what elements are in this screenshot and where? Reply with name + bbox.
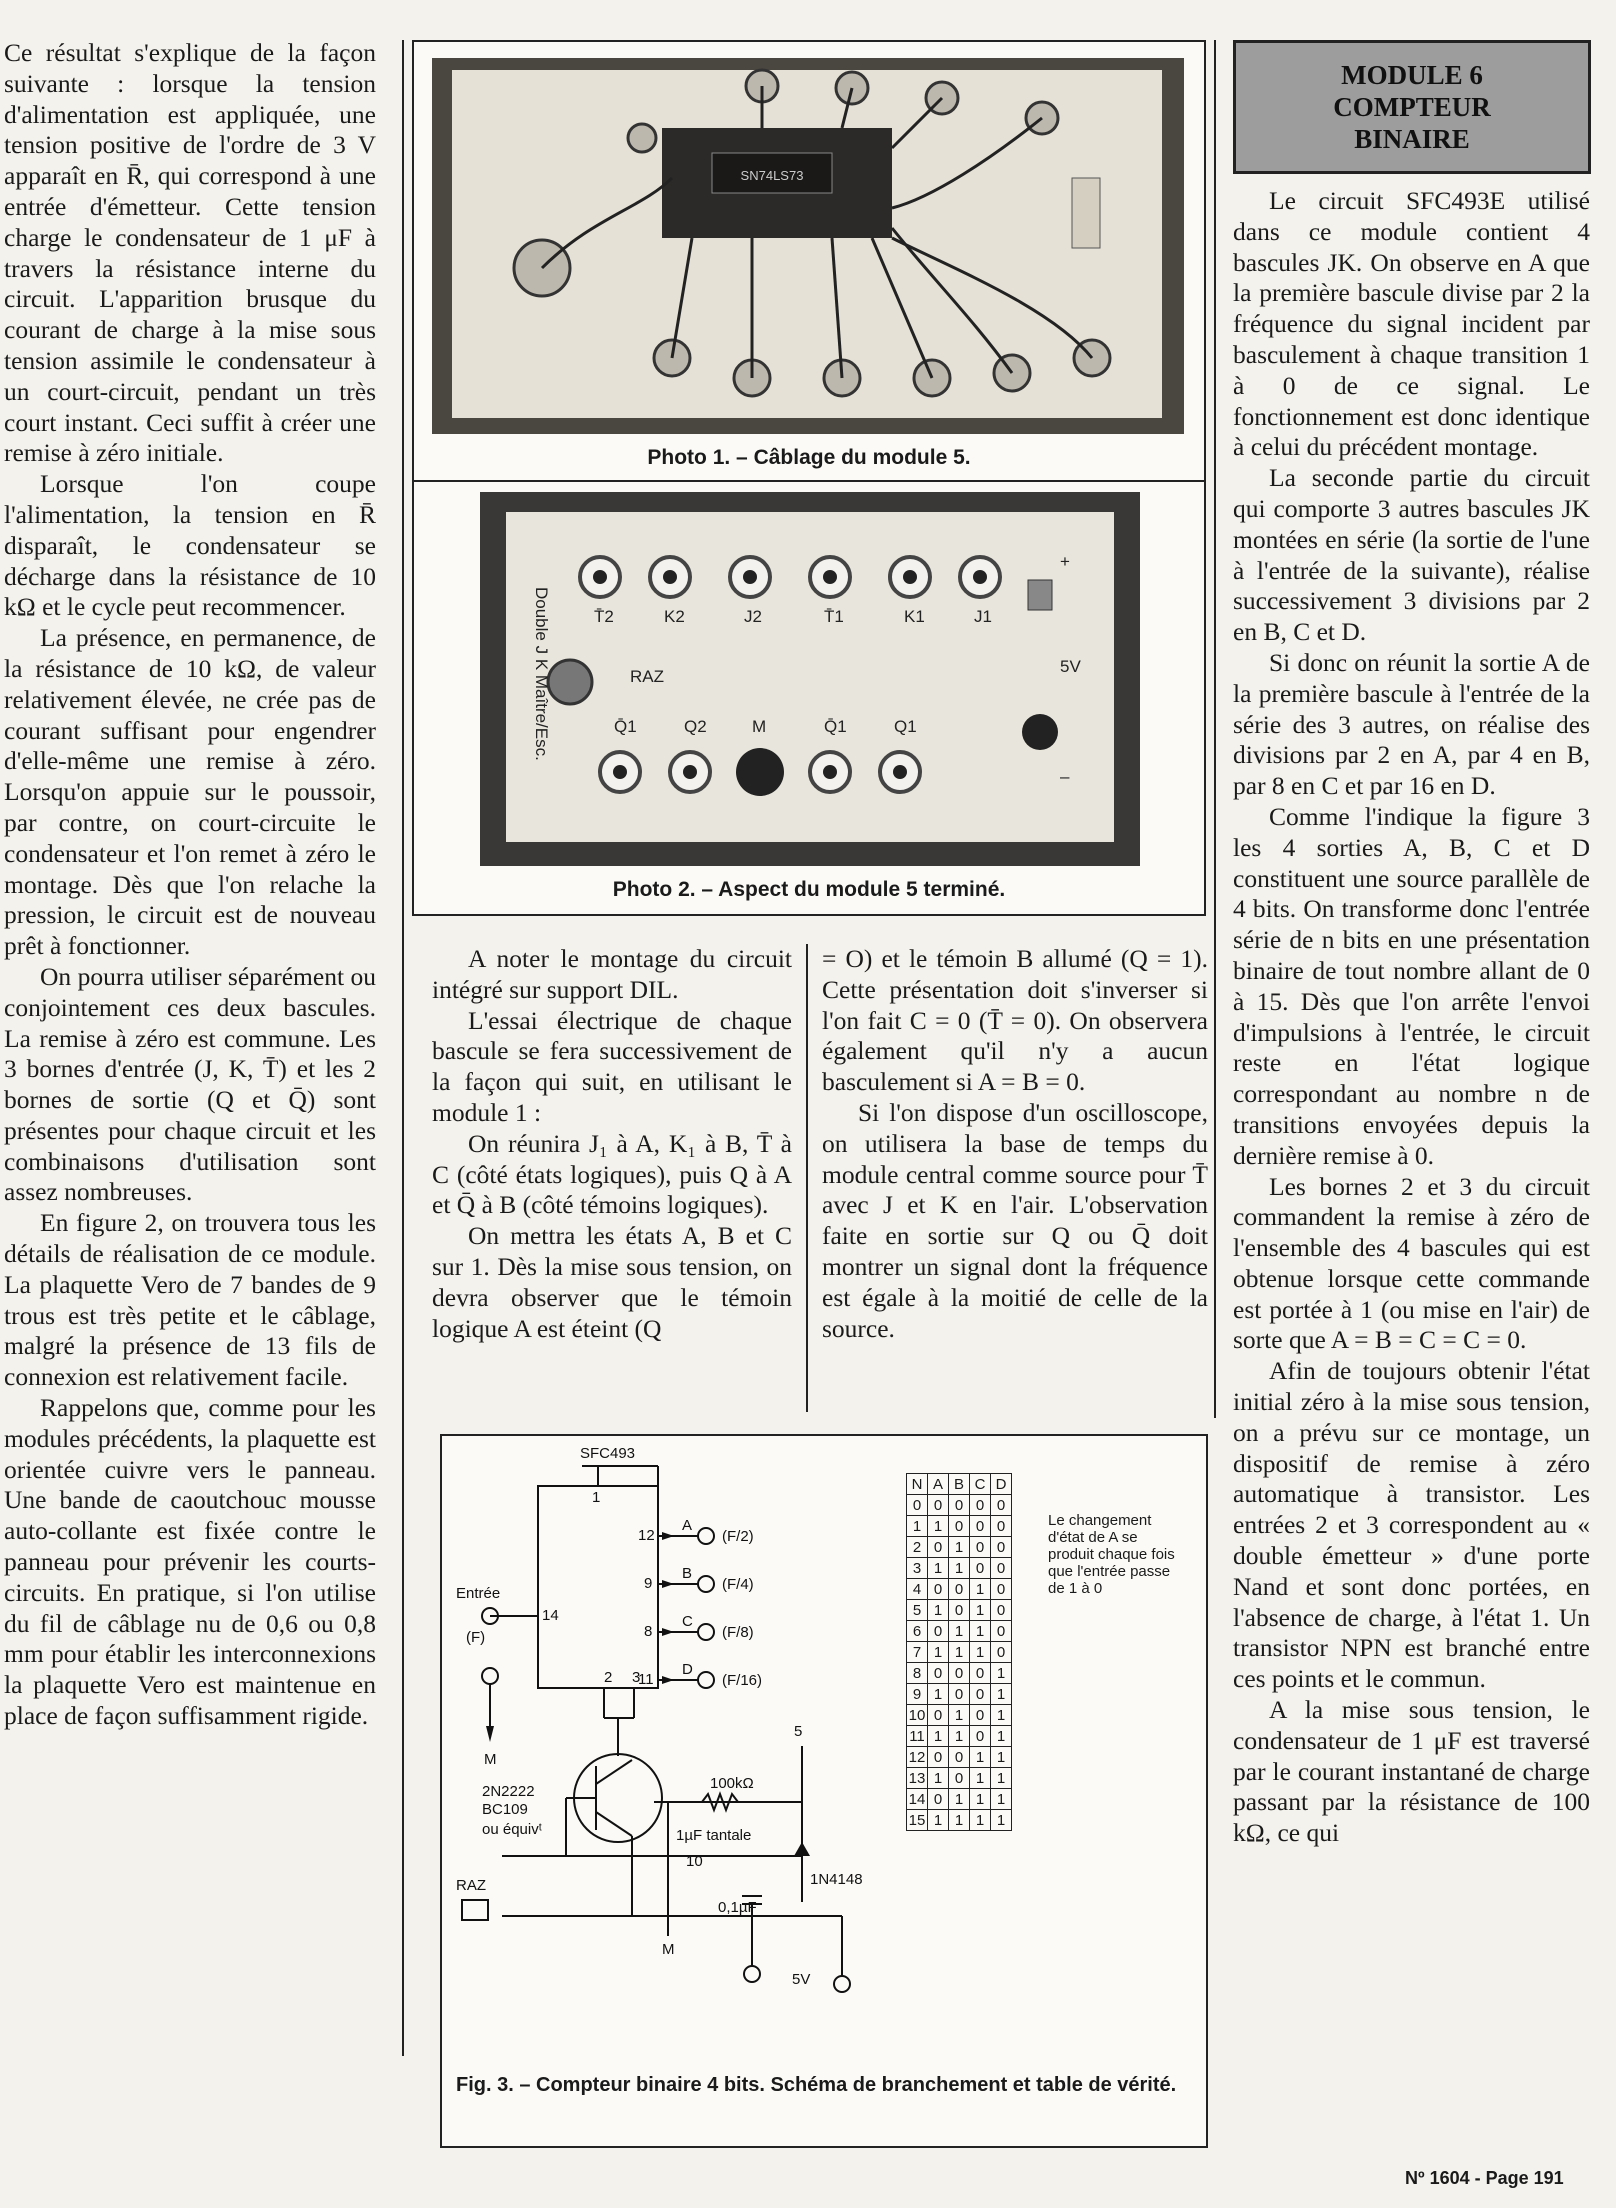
- pin-label: 9: [644, 1575, 653, 1592]
- truth-cell: 1: [949, 1705, 970, 1726]
- truth-cell: 0: [928, 1663, 949, 1684]
- truth-cell: 1: [970, 1579, 991, 1600]
- truth-row: [907, 1600, 1012, 1621]
- truth-cell: 1: [970, 1642, 991, 1663]
- photo-2: [412, 480, 1206, 916]
- pin-label: 1: [592, 1489, 601, 1506]
- truth-cell: 0: [928, 1621, 949, 1642]
- truth-header: N: [907, 1474, 928, 1495]
- input-f: (F): [466, 1629, 486, 1646]
- paragraph: La seconde partie du circuit qui comporte 3 autres bascules JK montées en série (la sortie de l'une à l'entrée de la suivante), réalise successivement 3 divisions par 2 en B, C et D.: [1233, 463, 1590, 647]
- paragraph: A noter le montage du circuit intégré sur support DIL.: [432, 944, 792, 1004]
- truth-cell: 1: [928, 1642, 949, 1663]
- truth-cell: 0: [949, 1495, 970, 1516]
- photo-2-label: K2: [664, 607, 685, 626]
- pin-label: 2: [604, 1669, 613, 1686]
- transistor-label: BC109: [482, 1801, 528, 1818]
- truth-cell: 1: [970, 1768, 991, 1789]
- module-title-box: [1233, 40, 1591, 174]
- truth-cell: 13: [907, 1768, 928, 1789]
- photo-2-label: T̄2: [594, 607, 614, 626]
- truth-row: [907, 1684, 1012, 1705]
- output-letter: B: [682, 1565, 693, 1582]
- truth-cell: 0: [970, 1558, 991, 1579]
- truth-cell: 6: [907, 1621, 928, 1642]
- truth-cell: 0: [949, 1684, 970, 1705]
- truth-header: A: [928, 1474, 949, 1495]
- truth-cell: 7: [907, 1642, 928, 1663]
- truth-cell: 1: [928, 1810, 949, 1831]
- cap-ceramic-label: 0,1µF: [718, 1899, 757, 1916]
- resistor-label: 100kΩ: [710, 1775, 754, 1792]
- photo-2-side-text: Double J K Maître/Esc.: [532, 587, 551, 761]
- truth-cell: 1: [970, 1789, 991, 1810]
- truth-cell: 1: [970, 1810, 991, 1831]
- truth-cell: 1: [991, 1726, 1012, 1747]
- truth-cell: 1: [949, 1558, 970, 1579]
- truth-cell: 4: [907, 1579, 928, 1600]
- photo-2-label: J1: [974, 607, 992, 626]
- truth-row: [907, 1726, 1012, 1747]
- truth-header: B: [949, 1474, 970, 1495]
- truth-cell: 1: [907, 1516, 928, 1537]
- module-title-line: BINAIRE: [1354, 124, 1470, 154]
- photo-2-label: Q2: [684, 717, 707, 736]
- truth-table: [906, 1473, 1012, 1831]
- truth-note: Le changement d'état de A se produit chaque fois que l'entrée passe de 1 à 0: [1048, 1512, 1175, 1597]
- truth-cell: 0: [970, 1495, 991, 1516]
- truth-header: D: [991, 1474, 1012, 1495]
- truth-cell: 0: [970, 1684, 991, 1705]
- truth-cell: 0: [928, 1537, 949, 1558]
- truth-row: [907, 1558, 1012, 1579]
- photo-2-raz: RAZ: [630, 667, 664, 686]
- truth-cell: 1: [949, 1789, 970, 1810]
- ic-name: SFC493: [580, 1445, 636, 1462]
- truth-cell: 0: [991, 1495, 1012, 1516]
- column-rule: [402, 40, 404, 2056]
- photo-2-label: J2: [744, 607, 762, 626]
- paragraph: On mettra les états A, B et C sur 1. Dès la mise sous tension, on devra observer que le témoin logique A est éteint (Q: [432, 1221, 792, 1343]
- truth-cell: 1: [949, 1621, 970, 1642]
- truth-row: [907, 1768, 1012, 1789]
- photo-1: [412, 40, 1206, 484]
- truth-cell: 1: [970, 1747, 991, 1768]
- truth-cell: 5: [907, 1600, 928, 1621]
- truth-row: [907, 1663, 1012, 1684]
- truth-cell: 15: [907, 1810, 928, 1831]
- article-column-2: [432, 944, 792, 1344]
- pin-label: 14: [542, 1607, 559, 1624]
- truth-cell: 11: [907, 1726, 928, 1747]
- truth-cell: 0: [949, 1579, 970, 1600]
- truth-cell: 0: [949, 1600, 970, 1621]
- figure-caption: Fig. 3. – Compteur binaire 4 bits. Schéma de branchement et table de vérité.: [456, 2074, 1177, 2096]
- pin-label: 8: [644, 1623, 653, 1640]
- paragraph: En figure 2, on trouvera tous les détails de réalisation de ce module. La plaquette Vero de 7 bandes de 9 trous est très petite et le câblage, malgré la présence de 13 fils de connexion est relativement facile.: [4, 1208, 376, 1392]
- column-rule: [806, 944, 808, 1412]
- ground-label: M: [484, 1751, 497, 1768]
- truth-cell: 1: [928, 1768, 949, 1789]
- truth-cell: 0: [928, 1789, 949, 1810]
- pin-label: 12: [638, 1527, 655, 1544]
- cap-10-label: 10: [686, 1853, 703, 1870]
- truth-cell: 8: [907, 1663, 928, 1684]
- truth-cell: 0: [991, 1537, 1012, 1558]
- truth-cell: 1: [970, 1621, 991, 1642]
- truth-header-row: [907, 1474, 1012, 1495]
- truth-cell: 0: [991, 1558, 1012, 1579]
- raz-label: RAZ: [456, 1877, 486, 1894]
- truth-cell: 12: [907, 1747, 928, 1768]
- truth-cell: 0: [970, 1705, 991, 1726]
- truth-cell: 1: [928, 1726, 949, 1747]
- diode-label: 1N4148: [810, 1871, 863, 1888]
- paragraph: A la mise sous tension, le condensateur de 1 μF est traversé par le courant instantané de charge passant par la résistance de 100 kΩ, ce qui: [1233, 1695, 1590, 1848]
- truth-cell: 1: [991, 1810, 1012, 1831]
- truth-row: [907, 1495, 1012, 1516]
- photo-1-image: [432, 58, 1184, 434]
- paragraph: Comme l'indique la figure 3 les 4 sorties A, B, C et D constituent une source parallèle de 4 bits. On transforme donc l'entrée série de n bits en une présentation binaire de tout nombre allant de 0 à 15. Dès que l'on arrête l'envoi d'impulsions à l'entrée, le circuit reste en l'état logique correspondant au nombre n de transitions envoyées depuis la dernière remise à 0.: [1233, 801, 1590, 1170]
- truth-cell: 0: [970, 1726, 991, 1747]
- truth-cell: 3: [907, 1558, 928, 1579]
- photo-2-label: Q1: [894, 717, 917, 736]
- module-title-line: MODULE 6: [1341, 60, 1483, 90]
- truth-cell: 0: [991, 1516, 1012, 1537]
- photo-2-minus: –: [1060, 767, 1070, 786]
- truth-cell: 10: [907, 1705, 928, 1726]
- output-letter: A: [682, 1517, 693, 1534]
- photo-2-label: M: [752, 717, 767, 736]
- truth-cell: 0: [970, 1663, 991, 1684]
- chip-marking: SN74LS73: [740, 168, 804, 183]
- truth-row: [907, 1789, 1012, 1810]
- output-freq: (F/2): [722, 1528, 754, 1545]
- truth-row: [907, 1747, 1012, 1768]
- supply-5-label: 5: [794, 1723, 803, 1740]
- truth-cell: 1: [991, 1747, 1012, 1768]
- photo-2-5v: 5V: [1060, 657, 1081, 676]
- truth-cell: 0: [907, 1495, 928, 1516]
- paragraph: Si donc on réunit la sortie A de la première bascule à l'entrée de la série des 3 autres, on réalise des divisions par 2 en A, par 4 en B, par 8 en C et par 16 en D.: [1233, 647, 1590, 801]
- truth-row: [907, 1579, 1012, 1600]
- paragraph: Si l'on dispose d'un oscilloscope, on utilisera la base de temps du module central comme source pour T̄ avec J et K en l'air. L'observation faite en sortie sur Q ou Q̄ doit montrer un signal dont la fréquence est égale à la moitié de celle de la source.: [822, 1097, 1208, 1343]
- pin-label: 3: [632, 1669, 641, 1686]
- schematic: [442, 1436, 912, 2066]
- column-rule: [1214, 40, 1216, 1418]
- paragraph: On réunira J₁ à A, K₁ à B, T̄ à C (côté états logiques), puis Q à A et Q̄ à B (côté témoins logiques).: [432, 1128, 792, 1220]
- truth-cell: 0: [949, 1516, 970, 1537]
- photo-2-plus: +: [1060, 552, 1070, 571]
- paragraph: On pourra utiliser séparément ou conjointement ces deux bascules. La remise à zéro est commune. Les 3 bornes d'entrée (J, K, T̄) et les 2 bornes de sortie (Q et Q̄) sont présentes pour chaque circuit et les combinaisons d'utilisation sont assez nombreuses.: [4, 961, 376, 1207]
- truth-cell: 14: [907, 1789, 928, 1810]
- truth-cell: 0: [970, 1537, 991, 1558]
- paragraph: Rappelons que, comme pour les modules précédents, la plaquette est orientée cuivre vers le panneau. Une bande de caoutchouc mousse auto-collante est fixée contre le panneau pour prévenir les courts-circuits. En pratique, si l'on utilise du fil de câblage nu de 0,6 ou 0,8 mm pour établir les interconnexions la plaquette Vero est maintenue en place de façon suffisamment rigide.: [4, 1393, 376, 1731]
- truth-cell: 0: [928, 1705, 949, 1726]
- module-title-line: COMPTEUR: [1333, 92, 1491, 122]
- output-freq: (F/16): [722, 1672, 763, 1689]
- truth-cell: 0: [949, 1747, 970, 1768]
- paragraph: Ce résultat s'explique de la façon suivante : lorsque la tension d'alimentation est appliquée, une tension positive de l'ordre de 3 V apparaît en R̄, qui correspond à une entrée d'émetteur. Cette tension charge le condensateur de 1 μF à travers la résistance interne du circuit. L'apparition brusque du courant de charge à la mise sous tension assimile le condensateur à un court-circuit, pendant un très court instant. Ceci suffit à créer une remise à zéro initiale.: [4, 38, 376, 468]
- truth-row: [907, 1642, 1012, 1663]
- photo-1-caption: Photo 1. – Câblage du module 5.: [647, 446, 971, 469]
- output-letter: D: [682, 1661, 693, 1678]
- truth-row: [907, 1621, 1012, 1642]
- pin-label: 11: [638, 1671, 654, 1688]
- truth-cell: 2: [907, 1537, 928, 1558]
- truth-cell: 9: [907, 1684, 928, 1705]
- truth-cell: 1: [928, 1600, 949, 1621]
- output-freq: (F/4): [722, 1576, 754, 1593]
- output-freq: (F/8): [722, 1624, 754, 1641]
- truth-cell: 0: [991, 1600, 1012, 1621]
- truth-cell: 1: [970, 1600, 991, 1621]
- truth-cell: 1: [949, 1642, 970, 1663]
- truth-cell: 0: [970, 1516, 991, 1537]
- paragraph: L'essai électrique de chaque bascule se fera successivement de la façon qui suit, en utilisant le module 1 :: [432, 1005, 792, 1127]
- truth-cell: 1: [949, 1810, 970, 1831]
- truth-cell: 1: [991, 1705, 1012, 1726]
- truth-row: [907, 1516, 1012, 1537]
- truth-cell: 0: [949, 1663, 970, 1684]
- truth-cell: 1: [928, 1516, 949, 1537]
- truth-row: [907, 1705, 1012, 1726]
- photo-2-label: Q̄1: [824, 717, 847, 736]
- truth-cell: 0: [928, 1579, 949, 1600]
- truth-cell: 0: [949, 1768, 970, 1789]
- paragraph: La présence, en permanence, de la résistance de 10 kΩ, de valeur relativement élevée, ne crée pas de courant suffisant pour engendrer d'elle-même une remise à zéro. Lorsqu'on appuie sur le poussoir, par contre, on court-circuite le condensateur et l'on remet à zéro le montage. Dès que l'on relache la pression, le circuit est de nouveau prêt à fonctionner.: [4, 623, 376, 961]
- article-column-4: [1233, 186, 1590, 1849]
- photo-2-caption: Photo 2. – Aspect du module 5 terminé.: [612, 878, 1006, 901]
- truth-cell: 0: [991, 1621, 1012, 1642]
- paragraph: = O) et le témoin B allumé (Q = 1). Cette présentation doit s'inverser si l'on fait C = 0 (T̄ = 0). On observera également qu'il n'y a aucun basculement si A = B = 0.: [822, 944, 1208, 1097]
- truth-cell: 1: [991, 1789, 1012, 1810]
- transistor-label: ou équivᵗ: [482, 1821, 543, 1838]
- input-label: Entrée: [456, 1585, 501, 1602]
- truth-cell: 1: [991, 1684, 1012, 1705]
- truth-cell: 1: [949, 1537, 970, 1558]
- output-letter: C: [682, 1613, 693, 1630]
- truth-cell: 0: [991, 1642, 1012, 1663]
- article-column-1: [4, 38, 376, 1732]
- photo-2-label: Q̄1: [614, 717, 637, 736]
- page-footer: Nº 1604 - Page 191: [1405, 2168, 1564, 2188]
- truth-cell: 0: [928, 1495, 949, 1516]
- photo-2-label: T̄1: [824, 607, 844, 626]
- paragraph: Le circuit SFC493E utilisé dans ce module contient 4 bascules JK. On observe en A que la première bascule divise par 2 la fréquence du signal incident par basculement à chaque transition 1 à 0 de ce signal. Le fonctionnement est donc identique à celui du précédent montage.: [1233, 186, 1590, 462]
- truth-header: C: [970, 1474, 991, 1495]
- paragraph: Les bornes 2 et 3 du circuit commandent la remise à zéro de l'ensemble des 4 bascules qui est obtenue lorsque cette commande est portée à 1 (ou mise en l'air) de sorte que A = B = C = C = 0.: [1233, 1171, 1590, 1355]
- truth-cell: 1: [991, 1768, 1012, 1789]
- ground-label: M: [662, 1941, 675, 1958]
- truth-cell: 1: [928, 1684, 949, 1705]
- truth-cell: 0: [991, 1579, 1012, 1600]
- truth-cell: 1: [991, 1663, 1012, 1684]
- paragraph: Afin de toujours obtenir l'état initial zéro à la mise sous tension, on a prévu sur ce montage, un dispositif de remise à zéro automatique à transistor. Les entrées 2 et 3 correspondent au « double émetteur » d'une porte Nand et sont donc portées, en l'absence de charge, à l'état 1. Un transistor NPN est branché entre ces points et le commun.: [1233, 1356, 1590, 1694]
- article-column-3: [822, 944, 1208, 1344]
- truth-row: [907, 1537, 1012, 1558]
- photo-2-image: [480, 492, 1140, 866]
- photo-2-label: K1: [904, 607, 925, 626]
- truth-row: [907, 1810, 1012, 1831]
- supply-label: 5V: [792, 1971, 811, 1988]
- paragraph: Lorsque l'on coupe l'alimentation, la tension en R̄ disparaît, le condensateur se décharge dans la résistance de 10 kΩ et le cycle peut recommencer.: [4, 469, 376, 622]
- cap-tantale-label: 1µF tantale: [676, 1827, 752, 1844]
- truth-cell: 0: [928, 1747, 949, 1768]
- truth-cell: 1: [928, 1558, 949, 1579]
- truth-cell: 1: [949, 1726, 970, 1747]
- transistor-label: 2N2222: [482, 1783, 535, 1800]
- truth-body: [907, 1495, 1012, 1831]
